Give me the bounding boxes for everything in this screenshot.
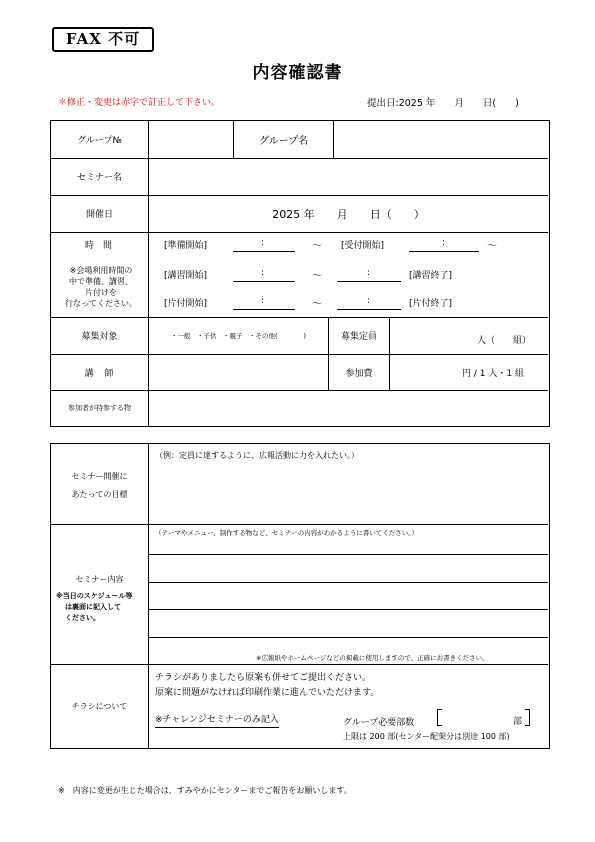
target-options[interactable]: ・一般 ・子供 ・親子 ・その他( ) bbox=[170, 332, 307, 340]
content-field[interactable] bbox=[149, 555, 546, 637]
copies-unit: 部 bbox=[513, 717, 523, 727]
capacity-label: 募集定員 bbox=[340, 332, 377, 342]
time-note-4: 行なってください。 bbox=[65, 299, 137, 308]
lecture-end-label: [講習終了] bbox=[409, 271, 453, 281]
bracket-left bbox=[437, 709, 442, 726]
fee-value[interactable]: 円 / 1 人・1 組 bbox=[462, 369, 524, 379]
seminar-name-label: セミナー名 bbox=[76, 173, 122, 183]
cleanup-start-label: [片付開始] bbox=[164, 299, 208, 309]
goal-label-1: セミナー開催に bbox=[71, 472, 128, 481]
date-value[interactable]: 2025 年 月 日（ ） bbox=[272, 207, 425, 221]
tilde-4: ～ bbox=[312, 299, 322, 310]
items-field[interactable] bbox=[149, 391, 546, 425]
lecture-start-label: [講習開始] bbox=[164, 271, 208, 281]
content-note-3: ください。 bbox=[65, 614, 100, 622]
goal-label-2: あたっての目標 bbox=[71, 490, 128, 499]
content-hint: （テーマやメニュー、制作する物など、セミナーの内容がわかるように書いてください。） bbox=[155, 529, 418, 537]
date-label: 開催日 bbox=[85, 210, 113, 220]
cleanup-end-label: [片付終了] bbox=[409, 299, 453, 309]
group-name-label: グループ名 bbox=[258, 136, 309, 147]
items-label: 参加者が持参する物 bbox=[68, 404, 131, 412]
goal-field[interactable] bbox=[149, 464, 546, 522]
copies-limit: 上限は 200 部(センター配架分は別途 100 部) bbox=[343, 732, 510, 741]
copies-label: グループ必要部数 bbox=[343, 718, 415, 728]
fee-label: 参加費 bbox=[345, 368, 373, 379]
prep-start-label: [準備開始] bbox=[164, 241, 208, 251]
content-footer-note: ※広報紙やホームページなどの掲載に使用しますので、正確にお書きください。 bbox=[256, 654, 489, 662]
time-note-1: ※会場利用時間の bbox=[69, 266, 133, 275]
copies-field[interactable] bbox=[443, 709, 523, 726]
content-note-1: ※当日のスケジュール等 bbox=[56, 592, 133, 600]
bracket-right bbox=[525, 709, 530, 726]
lecture-end-colon: : bbox=[367, 268, 371, 278]
lecturer-label: 講 師 bbox=[84, 368, 115, 379]
flyer-label: チラシについて bbox=[71, 702, 128, 711]
content-label: セミナー内容 bbox=[75, 575, 124, 584]
reception-start-colon: : bbox=[442, 238, 446, 248]
flyer-line-2: 原案に問題がなければ印刷作業に進んでいただけます。 bbox=[155, 688, 380, 698]
basic-info-table bbox=[50, 120, 550, 427]
group-no-label: グループ№ bbox=[77, 136, 122, 146]
prep-start-colon: : bbox=[261, 238, 265, 248]
lecture-start-colon: : bbox=[261, 268, 265, 278]
seminar-detail-table bbox=[50, 443, 550, 749]
fax-not-allowed-badge: FAX 不可 bbox=[52, 27, 154, 52]
reception-start-label: [受付開始] bbox=[341, 241, 385, 251]
cleanup-start-colon: : bbox=[261, 296, 265, 306]
group-name-field[interactable] bbox=[334, 122, 546, 157]
submission-date: 提出日:2025 年 月 日( ) bbox=[367, 98, 519, 109]
challenge-only-note: ※チャレンジセミナーのみ記入 bbox=[155, 714, 279, 728]
time-note-2: 中で準備、講習、 bbox=[69, 277, 133, 286]
time-label: 時 間 bbox=[85, 241, 113, 251]
time-note-3: 片付けを bbox=[85, 288, 117, 297]
capacity-value[interactable]: 人（ 組） bbox=[477, 336, 532, 346]
correction-note: ＊修正・変更は赤字で訂正して下さい。 bbox=[58, 98, 221, 108]
footer-note: ※ 内容に変更が生じた場合は、すみやかにセンターまでご報告をお願いします。 bbox=[58, 786, 352, 795]
flyer-line-1: チラシがありましたら原案も併せてご提出ください。 bbox=[155, 673, 372, 683]
group-no-field[interactable] bbox=[149, 122, 232, 157]
tilde-3: ～ bbox=[312, 271, 322, 282]
page-title: 内容確認書 bbox=[252, 63, 343, 83]
goal-example: （例：定員に達するように、広報活動に力を入れたい。） bbox=[155, 451, 359, 460]
content-note-2: は裏面に記入して bbox=[65, 603, 121, 611]
cleanup-end-colon: : bbox=[367, 296, 371, 306]
seminar-name-field[interactable] bbox=[149, 159, 546, 194]
lecturer-field[interactable] bbox=[149, 355, 327, 389]
target-label: 募集対象 bbox=[81, 332, 118, 342]
tilde-1: ～ bbox=[312, 241, 322, 252]
tilde-2: ～ bbox=[487, 241, 497, 252]
